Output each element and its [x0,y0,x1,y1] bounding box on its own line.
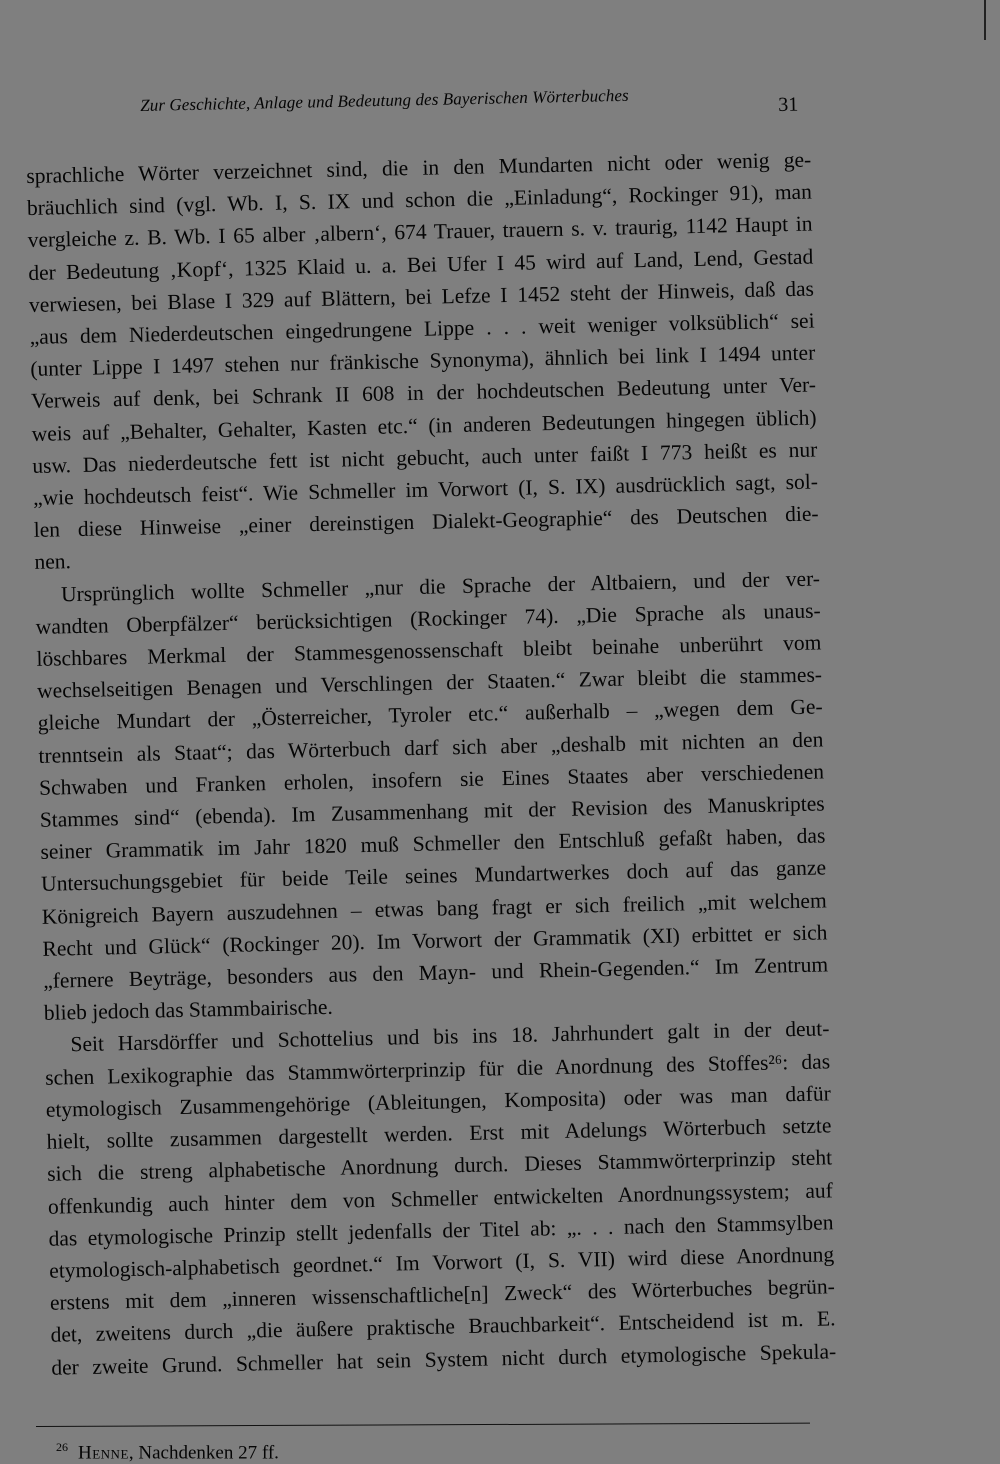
text-line: wechselseitigen Benagen und Verschlingen der Staaten.“ Zwar bleibt die stammes- [36,662,823,704]
running-header: Zur Geschichte, Anlage und Bedeutung des Bayerischen Wörterbuches [140,85,629,115]
text-line: nen. [34,549,72,575]
text-line: seiner Grammatik im Jahr 1820 muß Schmeller den Entschluß gefaßt haben, das [40,823,826,865]
text-line: Untersuchungsgebiet für beide Teile seines Mundartwerkes doch auf das ganze [40,855,827,897]
text-line: Recht und Glück“ (Rockinger 20). Im Vorwort der Grammatik (XI) erbittet er sich [42,920,828,961]
text-line: Königreich Bayern auszudehnen – etwas bang fragt er sich freilich „mit welchem [41,888,827,929]
text-line: vergleiche z. B. Wb. I 65 alber ‚albern‘, 674 Trauer, trauern s. v. traurig, 1142 Haupt in [27,211,813,253]
text-line: det, zweitens durch „die äußere praktische Brauchbarkeit“. Entscheidend ist m. E. [50,1306,836,1348]
text-line: Schwaben und Franken erholen, insofern sie Eines Staates aber verschiedenen [38,759,825,800]
text-line: das etymologische Prinzip stellt jedenfalls der Titel ab: „. . . nach den Stammsylben [48,1210,834,1251]
text-line: etymologisch Zusammengehörige (Ableitungen, Komposita) oder was man dafür [45,1081,831,1122]
footnote-text: , Nachdenken 27 ff. [128,1442,279,1464]
text-line: weis auf „Behalter, Gehalter, Kasten etc.“ (in anderen Bedeutungen hingegen üblich) [31,405,817,446]
text-line: offenkundig auch hinter dem von Schmeller entwickelten Anordnungssystem; auf [47,1177,833,1219]
text-line: der Bedeutung ‚Kopf‘, 1325 Klaid u. a. Bei Ufer I 45 wird auf Land, Lend, Gestad [28,244,814,285]
text-line: trenntsein als Staat“; das Wörterbuch darf sich aber „deshalb mit nichten an den [38,727,824,768]
paragraph-start-line: Ursprünglich wollte Schmeller „nur die Sprache der Altbaiern, und der ver- [60,566,821,606]
text-line: schen Lexikographie das Stammwörterprinzip für die Anordnung des Stoffes²⁶: das [44,1049,831,1090]
paragraph-start-line: Seit Harsdörffer und Schottelius und bis ins 18. Jahrhundert galt in der deut- [70,1016,830,1057]
text-line: „wie hochdeutsch feist“. Wie Schmeller im Vorwort (I, S. IX) ausdrücklich sagt, sol- [32,469,819,510]
text-line: erstens mit dem „inneren wissenschaftliche[n] Zweck“ des Wörterbuches begrün- [49,1274,836,1315]
text-line: „fernere Beyträge, besonders aus den Mayn- und Rhein-Gegenden.“ Im Zentrum [42,952,829,993]
text-line: sich die streng alphabetische Anordnung durch. Dieses Stammwörterprinzip steht [46,1145,833,1187]
body-text [26,144,836,1384]
text-line: gleiche Mundart der „Österreicher, Tyroler etc.“ außerhalb – „wegen dem Ge- [37,694,823,736]
page-edge-mark [984,0,986,40]
text-line: „aus dem Niederdeutschen eingedrungene Lippe . . . weit weniger volksüblich“ sei [29,308,815,349]
text-line: len diese Hinweise „einer dereinstigen Dialekt-Geographie“ des Deutschen die- [33,501,819,543]
text-line: hielt, sollte zusammen dargestellt werden. Erst mit Adelungs Wörterbuch setzte [46,1113,832,1154]
page-number: 31 [778,93,799,116]
text-line: sprachliche Wörter verzeichnet sind, die in den Mundarten nicht oder wenig ge- [26,147,812,188]
text-line: etymologisch-alphabetisch geordnet.“ Im Vorwort (I, S. VII) wird diese Anordnung [49,1242,835,1283]
text-line: verwiesen, bei Blase I 329 auf Blättern, bei Lefze I 1452 steht der Hinweis, daß das [28,276,815,317]
text-line: Verweis auf denk, bei Schrank II 608 in der hochdeutschen Bedeutung unter Ver- [30,372,817,414]
footnote-author: Henne [78,1442,129,1464]
text-line: der zweite Grund. Schmeller hat sein System nicht durch etymologische Spekula- [51,1338,837,1380]
text-line: bräuchlich sind (vgl. Wb. I, S. IX und schon die „Einladung“, Rockinger 91), man [26,179,813,221]
text-line: (unter Lippe I 1497 stehen nur fränkische Synonyma), ähnlich bei link I 1494 unter [30,340,816,382]
footnote [56,1440,279,1464]
footnote-rule [36,1423,810,1427]
text-line: Stammes sind“ (ebenda). Im Zusammenhang mit der Revision des Manuskriptes [39,791,825,832]
footnote-number: 26 [56,1440,68,1454]
text-line: wandten Oberpfälzer“ berücksichtigen (Rockinger 74). „Die Sprache als unaus- [35,598,821,639]
text-line: usw. Das niederdeutsche fett ist nicht gebucht, auch unter faißt I 773 heißt es nur [32,437,818,478]
text-line: löschbares Merkmal der Stammesgenossenschaft bleibt beinahe unberührt vom [36,630,822,671]
text-line: blieb jedoch das Stammbairische. [43,995,334,1026]
